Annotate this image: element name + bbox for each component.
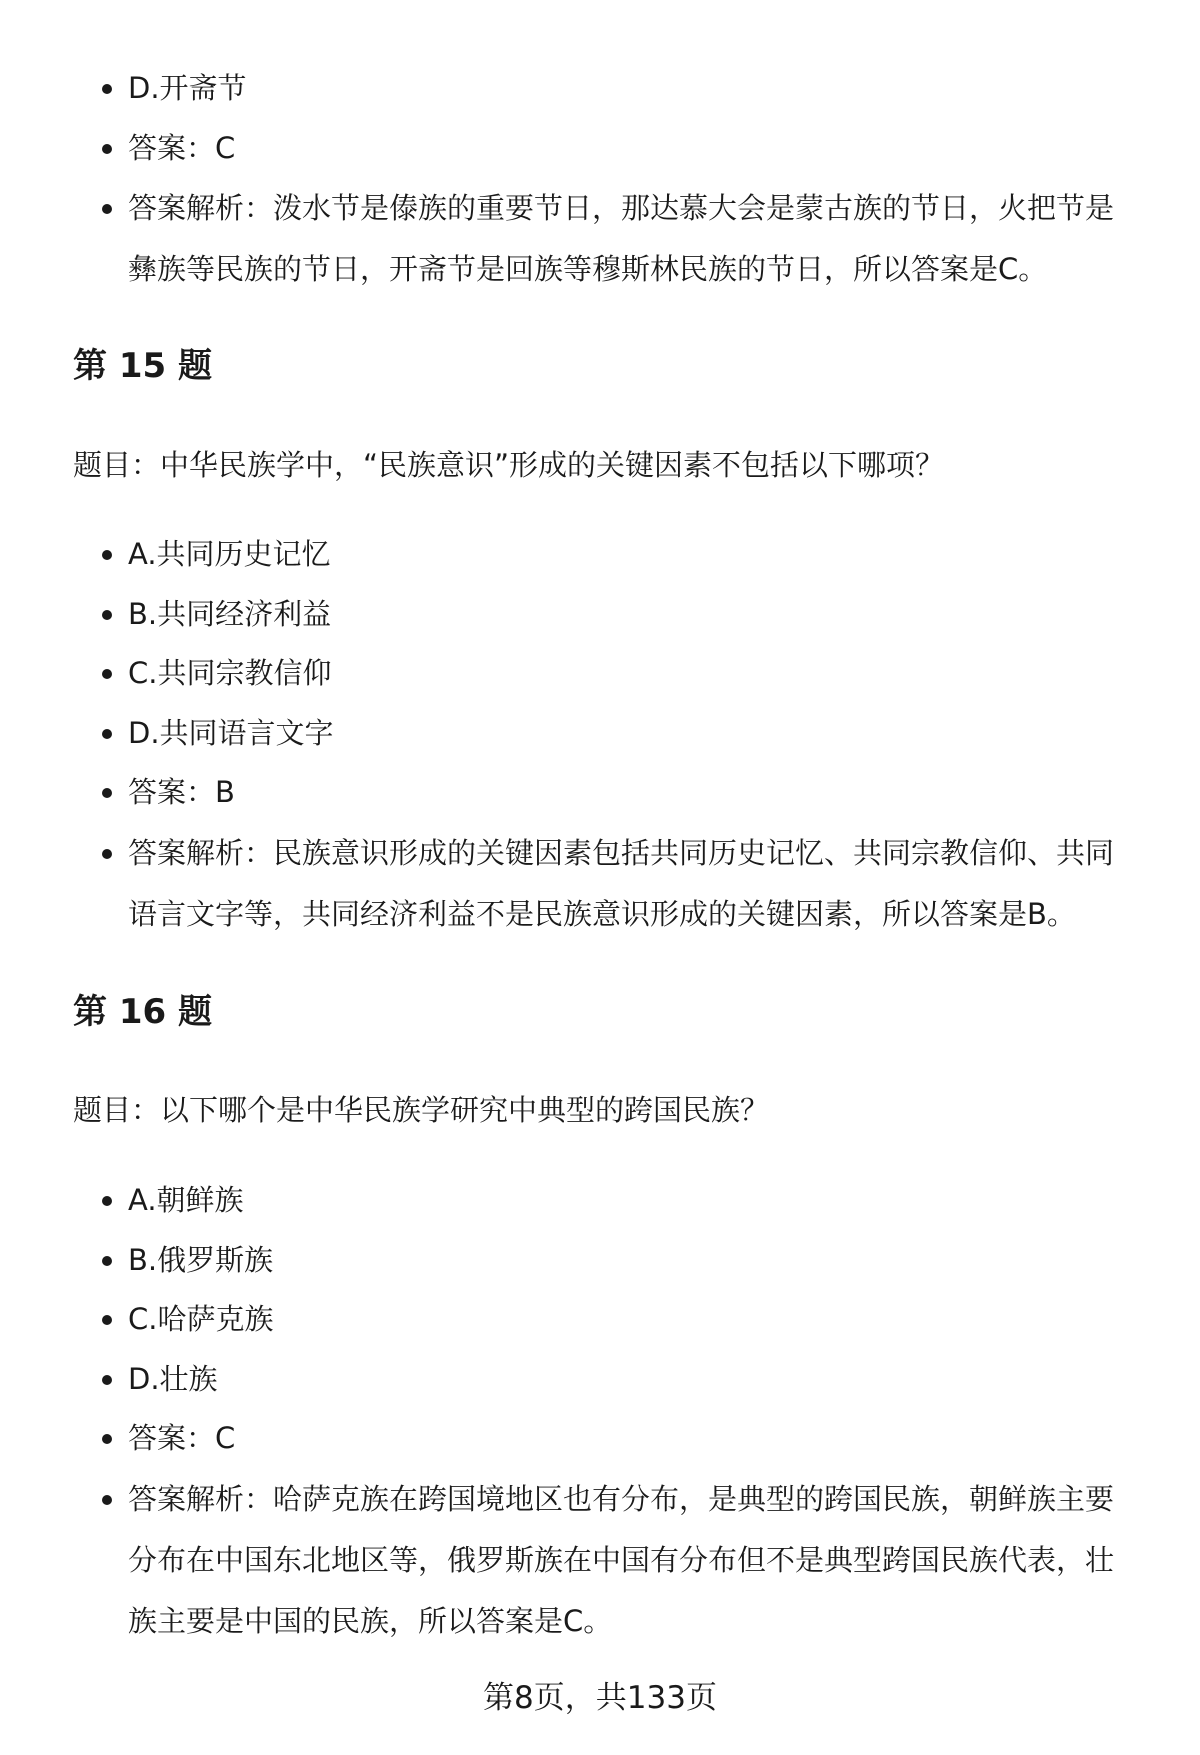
q15-explanation: 答案解析：民族意识形成的关键因素包括共同历史记忆、共同宗教信仰、共同语言文字等，共同经济利益不是民族意识形成的关键因素，所以答案是B。	[128, 823, 1140, 945]
q16-question: 题目：以下哪个是中华民族学研究中典型的跨国民族？	[73, 1093, 770, 1127]
q14-answer: 答案：C	[128, 118, 1140, 179]
q15-answer: 答案：B	[128, 762, 1140, 823]
q16-option-d: D.壮族	[128, 1349, 1140, 1410]
q16-option-a: A.朝鲜族	[128, 1170, 1140, 1231]
q15-question: 题目：中华民族学中，“民族意识”形成的关键因素不包括以下哪项？	[73, 448, 945, 482]
q15-option-a: A.共同历史记忆	[128, 524, 1140, 585]
q14-explanation: 答案解析：泼水节是傣族的重要节日，那达慕大会是蒙古族的节日，火把节是彝族等民族的节日，开斋节是回族等穆斯林民族的节日，所以答案是C。	[128, 178, 1140, 300]
q16-explanation: 答案解析：哈萨克族在跨国境地区也有分布，是典型的跨国民族，朝鲜族主要分布在中国东北地区等，俄罗斯族在中国有分布但不是典型跨国民族代表，壮族主要是中国的民族，所以答案是C。	[128, 1469, 1140, 1652]
q14-option-d: D.开斋节	[128, 58, 1140, 119]
q15-heading: 第 15 题	[73, 346, 212, 386]
q16-option-c: C.哈萨克族	[128, 1289, 1140, 1350]
q15-option-d: D.共同语言文字	[128, 703, 1140, 764]
q16-answer: 答案：C	[128, 1408, 1140, 1469]
q16-heading: 第 16 题	[73, 992, 212, 1032]
page-number: 第8页，共133页	[483, 1680, 717, 1716]
q16-option-b: B.俄罗斯族	[128, 1230, 1140, 1291]
q15-option-b: B.共同经济利益	[128, 584, 1140, 645]
q15-option-c: C.共同宗教信仰	[128, 643, 1140, 704]
